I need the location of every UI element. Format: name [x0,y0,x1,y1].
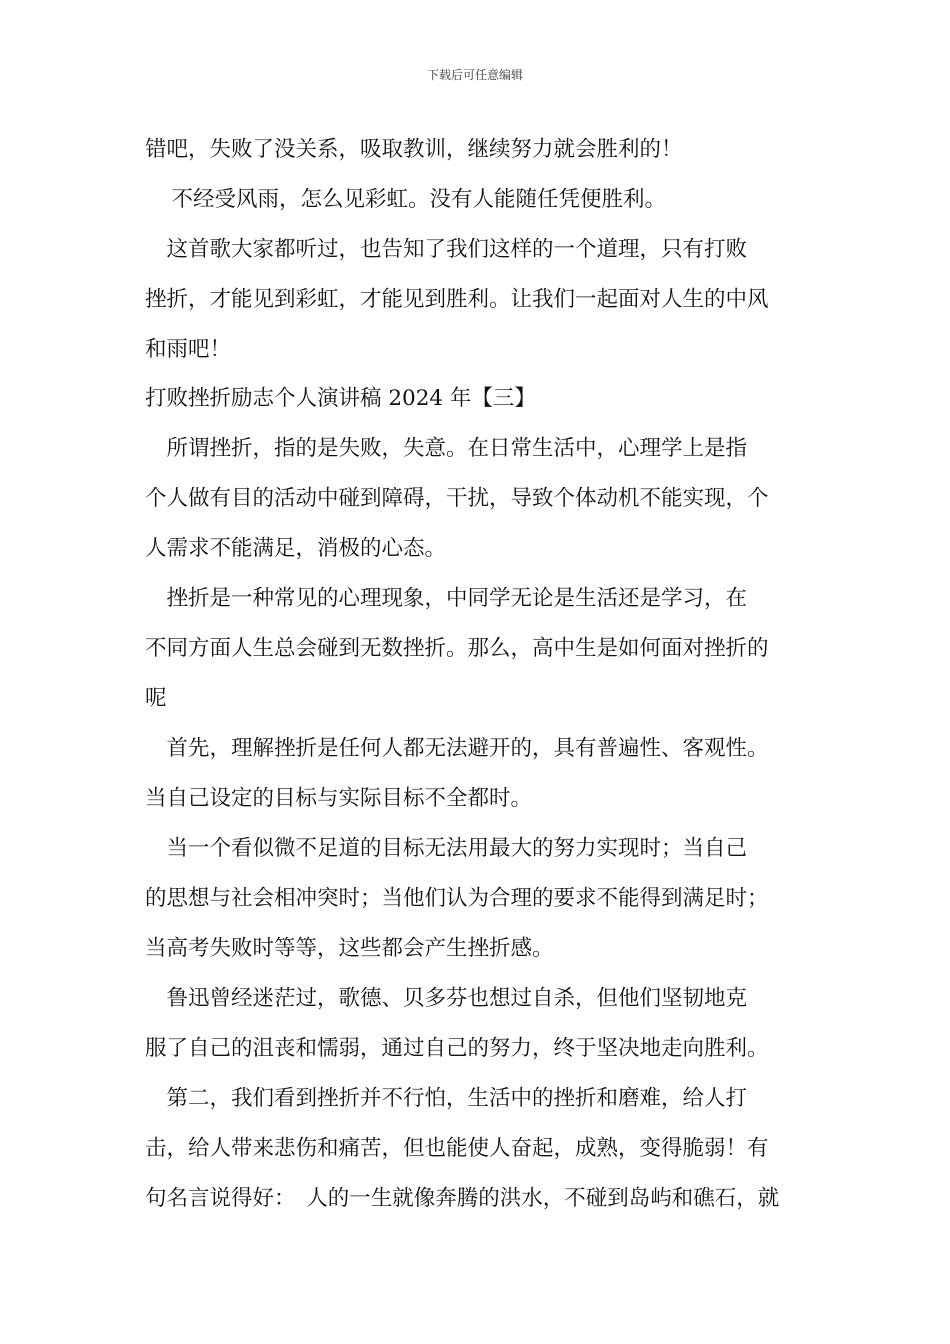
body-line: 挫折，才能见到彩虹，才能见到胜利。让我们一起面对人生的中风 [145,287,769,312]
body-line: 呢 [145,686,167,711]
body-line: 挫折是一种常见的心理现象，中同学无论是生活还是学习，在 [145,586,748,611]
section-heading: 打败挫折励志个人演讲稿 2024 年【三】 [145,386,536,411]
body-line: 不同方面人生总会碰到无数挫折。那么，高中生是如何面对挫折的 [145,636,769,661]
body-line: 人需求不能满足，消极的心态。 [145,536,447,561]
body-line: 的思想与社会相冲突时；当他们认为合理的要求不能得到满足时； [145,886,769,911]
body-line: 和雨吧！ [145,337,232,362]
body-line: 服了自己的沮丧和懦弱，通过自己的努力，终于坚决地走向胜利。 [145,1036,769,1061]
body-line: 这首歌大家都听过，也告知了我们这样的一个道理，只有打败 [145,237,748,262]
body-line: 错吧，失败了没关系，吸取教训，继续努力就会胜利的！ [145,137,683,162]
body-line: 不经受风雨，怎么见彩虹。没有人能随任凭便胜利。 [150,187,667,212]
page-header-note: 下载后可任意编辑 [426,68,523,82]
body-line: 个人做有目的活动中碰到障碍，干扰，导致个体动机不能实现，个 [145,486,769,511]
body-line: 当高考失败时等等，这些都会产生挫折感。 [145,936,554,961]
body-line: 当自己设定的目标与实际目标不全都时。 [145,786,533,811]
body-line: 首先，理解挫折是任何人都无法避开的，具有普遍性、客观性。 [145,736,769,761]
body-line: 击，给人带来悲伤和痛苦，但也能使人奋起，成熟，变得脆弱！有 [145,1136,769,1161]
body-line: 当一个看似微不足道的目标无法用最大的努力实现时；当自己 [145,836,748,861]
body-line: 句名言说得好： 人的一生就像奔腾的洪水，不碰到岛屿和礁石，就 [145,1186,780,1211]
body-line: 第二，我们看到挫折并不行怕，生活中的挫折和磨难，给人打 [145,1086,748,1111]
body-line: 鲁迅曾经迷茫过，歌德、贝多芬也想过自杀，但他们坚韧地克 [145,986,748,1011]
body-line: 所谓挫折，指的是失败，失意。在日常生活中，心理学上是指 [145,436,748,461]
